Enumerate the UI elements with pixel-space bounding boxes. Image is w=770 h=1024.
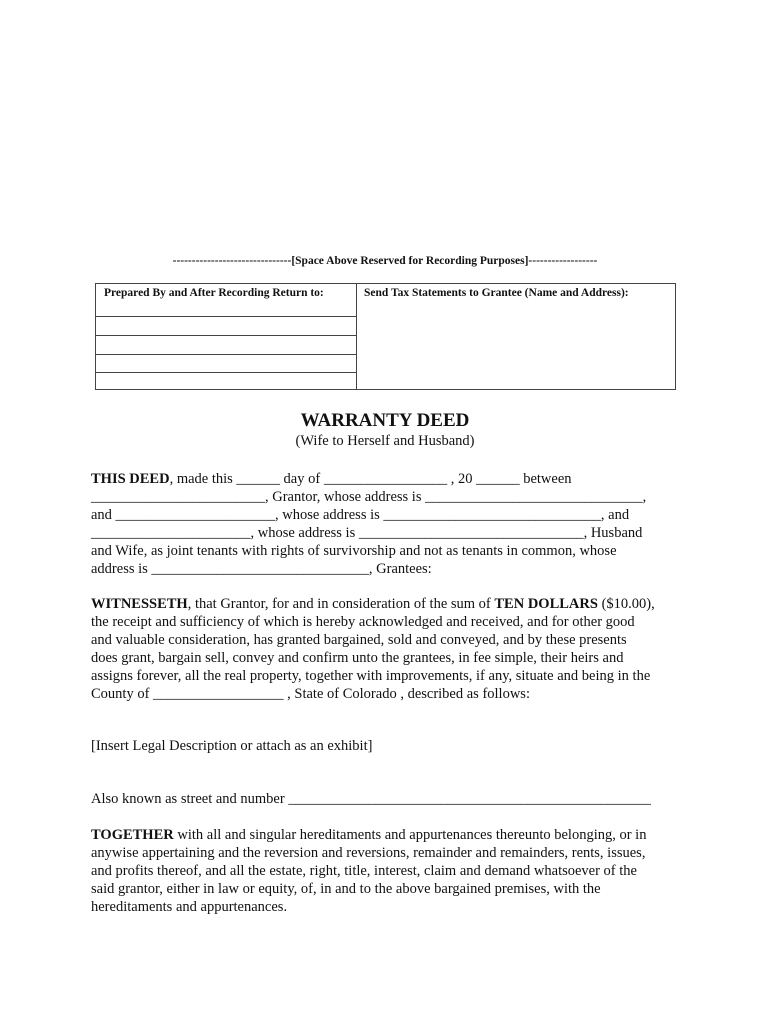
witnesseth-paragraph <box>91 595 681 703</box>
witnesseth-line: the receipt and sufficiency of which is hereby acknowledged and received, and for other good <box>91 614 635 630</box>
prepared-by-section <box>96 284 357 389</box>
legal-description-placeholder <box>91 737 681 755</box>
tax-statements-header: Send Tax Statements to Grantee (Name and Address): <box>364 287 629 299</box>
deed-paragraph <box>91 470 681 578</box>
witnesseth-line: does grant, bargain sell, convey and confirm unto the grantees, in fee simple, their heirs and <box>91 650 624 666</box>
prepared-by-line-4 <box>96 372 356 391</box>
deed-line: and ______________________, whose address is ______________________________, and <box>91 507 630 523</box>
together-line: hereditaments and appurtenances. <box>91 899 288 915</box>
together-line: said grantor, either in law or equity, of, in and to the above bargained premises, with the <box>91 881 601 897</box>
document-subtitle: (Wife to Herself and Husband) <box>295 433 475 449</box>
witnesseth-line: and valuable consideration, has granted bargained, sold and conveyed, and by these presents <box>91 632 627 648</box>
street-address-text: Also known as street and number __________________________________________________ <box>91 791 651 807</box>
deed-line: address is ______________________________, Grantees: <box>91 561 432 577</box>
witnesseth-line: assigns forever, all the real property, together with improvements, if any, situate and being in the <box>91 668 651 684</box>
prepared-by-line-2 <box>96 335 356 354</box>
deed-line: ________________________, Grantor, whose address is ______________________________, <box>91 489 647 505</box>
document-title: WARRANTY DEED <box>300 410 470 431</box>
together-line: TOGETHER with all and singular hereditaments and appurtenances thereunto belonging, or in <box>91 827 647 843</box>
together-line: anywise appertaining and the reversion and reversions, remainder and remainders, rents, issues, <box>91 845 646 861</box>
prepared-by-header: Prepared By and After Recording Return to: <box>104 287 324 299</box>
prepared-by-line-3 <box>96 354 356 373</box>
deed-line: THIS DEED, made this ______ day of _________________ , 20 ______ between <box>91 471 572 487</box>
recording-info-box <box>95 283 676 390</box>
together-paragraph <box>91 826 681 916</box>
witnesseth-line: County of __________________ , State of Colorado , described as follows: <box>91 686 530 702</box>
prepared-by-line-1 <box>96 316 356 335</box>
reserved-space-notice: -------------------------------[Space Above Reserved for Recording Purposes]------------------ <box>172 255 598 267</box>
legal-description-text: [Insert Legal Description or attach as an exhibit] <box>91 738 373 754</box>
witnesseth-line: WITNESSETH, that Grantor, for and in consideration of the sum of TEN DOLLARS ($10.00), <box>91 596 655 612</box>
deed-line: ______________________, whose address is _______________________________, Husband <box>91 525 643 541</box>
street-address-line <box>91 790 681 808</box>
together-line: and profits thereof, and all the estate, right, title, interest, claim and demand whatsoever of the <box>91 863 637 879</box>
deed-line: and Wife, as joint tenants with rights of survivorship and not as tenants in common, whose <box>91 543 617 559</box>
